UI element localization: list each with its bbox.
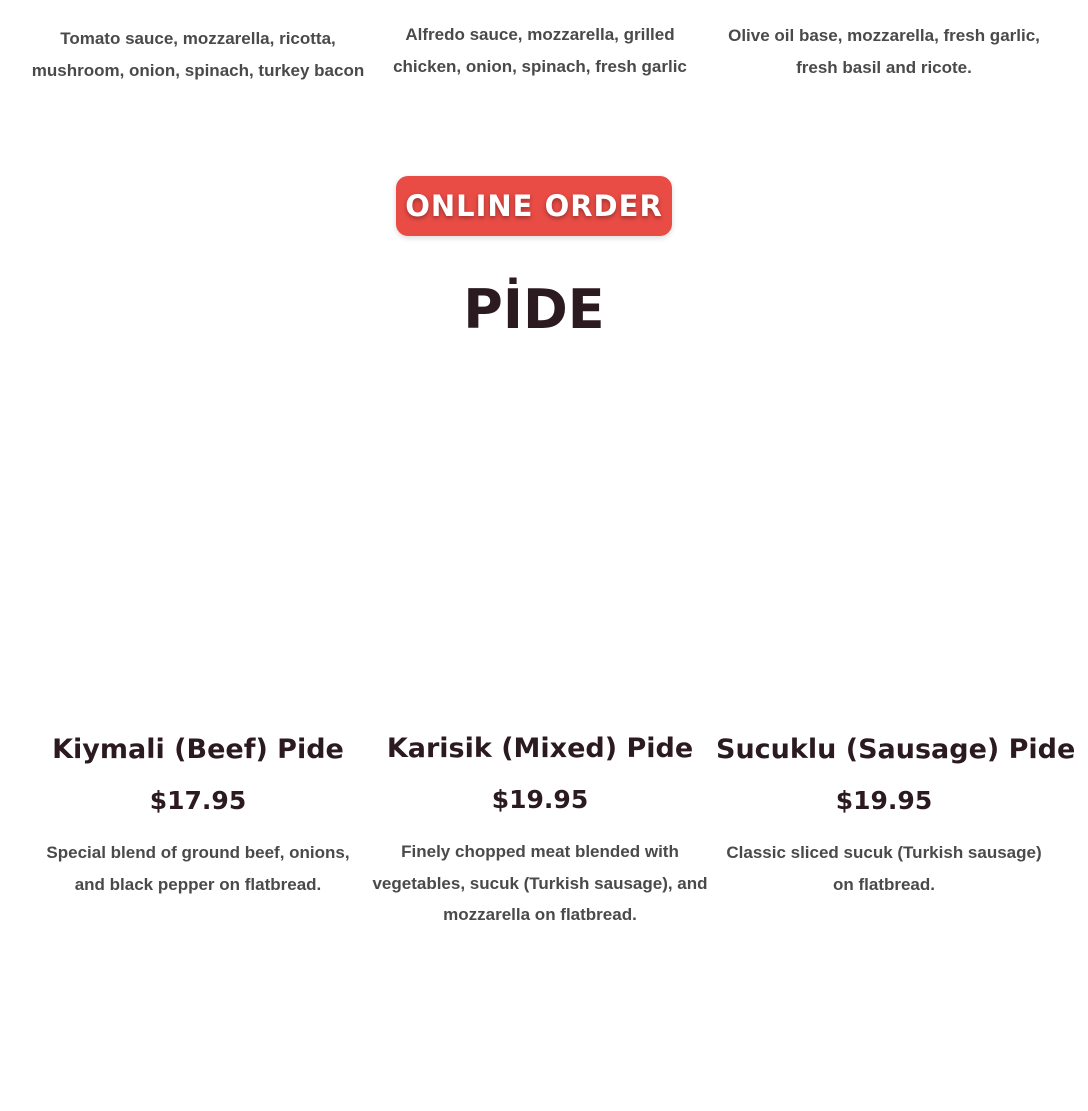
pizza-description: Tomato sauce, mozzarella, ricotta, mushroom, onion, spinach, turkey bacon xyxy=(31,29,365,80)
menu-item-description: Classic sliced sucuk (Turkish sausage) on flatbread. xyxy=(726,843,1042,894)
menu-item xyxy=(30,732,366,900)
menu-item-price: $17.95 xyxy=(149,786,247,815)
menu-item-name: Sucuklu (Sausage) Pide xyxy=(716,734,1076,765)
pizza-description: Alfredo sauce, mozzarella, grilled chicken, onion, spinach, fresh garlic xyxy=(393,25,687,76)
online-order-button[interactable]: ONLINE ORDER xyxy=(396,176,672,236)
menu-item-description: Finely chopped meat blended with vegetables, sucuk (Turkish sausage), and mozzarella on flatbread. xyxy=(372,842,708,924)
menu-item xyxy=(716,732,1076,900)
pizza-description: Olive oil base, mozzarella, fresh garlic, fresh basil and ricote. xyxy=(728,26,1040,77)
menu-item-price: $19.95 xyxy=(491,785,589,814)
section-title: PİDE xyxy=(463,278,605,341)
menu-item xyxy=(372,731,708,931)
menu-item-description: Special blend of ground beef, onions, and black pepper on flatbread. xyxy=(46,843,350,894)
online-order-container xyxy=(396,176,672,236)
menu-item-name: Kiymali (Beef) Pide xyxy=(52,734,344,765)
menu-item-name: Karisik (Mixed) Pide xyxy=(386,733,694,764)
menu-item-price: $19.95 xyxy=(835,786,933,815)
